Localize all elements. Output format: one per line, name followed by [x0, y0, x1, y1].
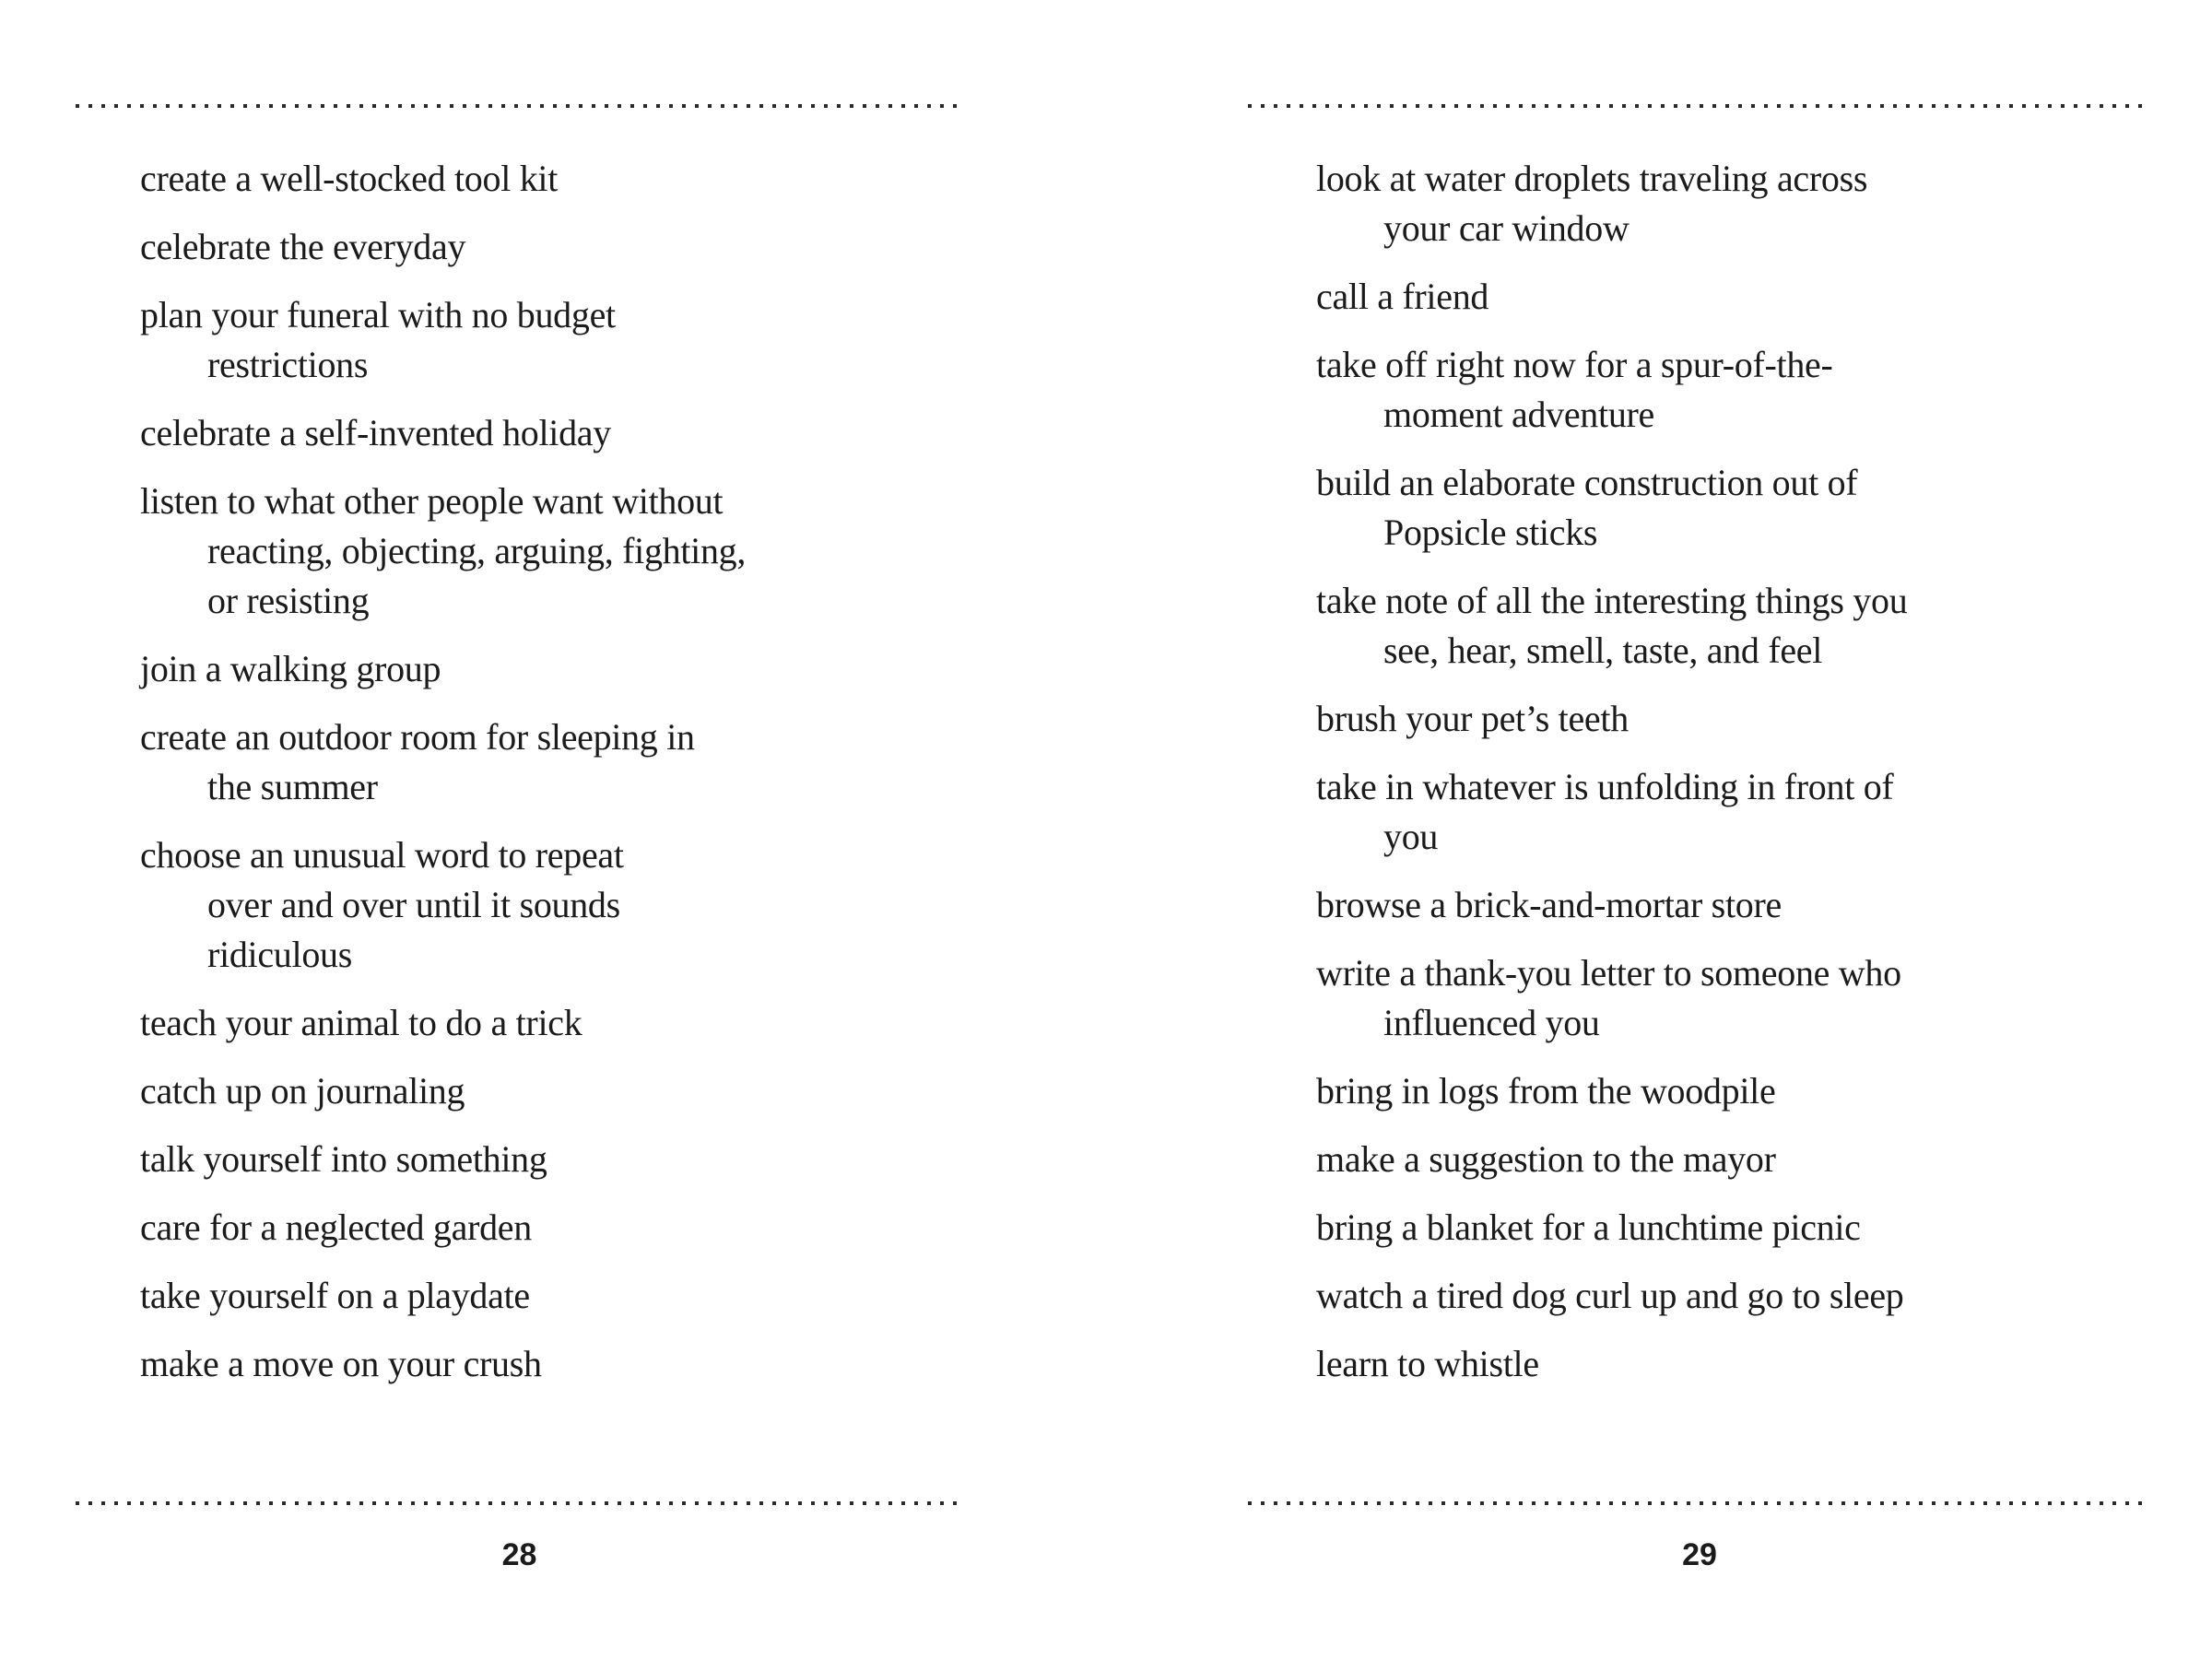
activity-item: [140, 998, 746, 1048]
activity-list-left: [140, 154, 746, 1407]
activity-item: [140, 1203, 746, 1253]
activity-line: plan your funeral with no budget: [140, 294, 616, 335]
activity-item: [1316, 880, 1907, 930]
activity-item: [1316, 272, 1907, 322]
activity-line: ridiculous: [207, 934, 352, 975]
page-left: [76, 0, 963, 1659]
activity-list-right: [1316, 154, 1907, 1407]
activity-line: take yourself on a playdate: [140, 1275, 530, 1316]
activity-line: or resisting: [207, 580, 370, 621]
activity-item: [140, 408, 746, 458]
activity-item: [140, 1339, 746, 1389]
activity-item: [140, 1271, 746, 1321]
activity-line: over and over until it sounds: [207, 884, 620, 925]
activity-line: listen to what other people want without: [140, 480, 724, 522]
activity-line: browse a brick-and-mortar store: [1316, 884, 1782, 925]
activity-line: see, hear, smell, taste, and feel: [1383, 629, 1823, 671]
activity-line: create a well-stocked tool kit: [140, 158, 559, 199]
activity-line: watch a tired dog curl up and go to sleep: [1316, 1275, 1904, 1316]
activity-item: [140, 712, 746, 812]
activity-line: talk yourself into something: [140, 1138, 547, 1180]
activity-item: [1316, 694, 1907, 744]
activity-item: [1316, 1271, 1907, 1321]
activity-line: take in whatever is unfolding in front of: [1316, 766, 1894, 807]
page-number-left: 28: [501, 1537, 537, 1572]
activity-line: celebrate the everyday: [140, 226, 466, 267]
activity-item: [140, 154, 746, 204]
activity-item: [1316, 154, 1907, 253]
activity-line: the summer: [207, 766, 378, 807]
activity-line: brush your pet’s teeth: [1316, 698, 1629, 739]
activity-line: teach your animal to do a trick: [140, 1002, 582, 1043]
activity-item: [140, 1135, 746, 1184]
activity-line: write a thank-you letter to someone who: [1316, 952, 1901, 994]
activity-item: [140, 1066, 746, 1116]
activity-item: [140, 644, 746, 694]
activity-item: [1316, 762, 1907, 862]
activity-item: [1316, 340, 1907, 440]
activity-line: you: [1383, 816, 1439, 857]
activity-line: Popsicle sticks: [1383, 512, 1598, 553]
activity-line: learn to whistle: [1316, 1343, 1539, 1384]
activity-line: join a walking group: [140, 648, 441, 689]
activity-item: [140, 290, 746, 390]
bottom-dotted-rule: [76, 1501, 963, 1505]
activity-line: bring in logs from the woodpile: [1316, 1070, 1776, 1112]
activity-item: [140, 830, 746, 980]
page-right: [1248, 0, 2151, 1659]
activity-line: your car window: [1383, 207, 1630, 249]
top-dotted-rule: [1248, 104, 2151, 108]
activity-item: [140, 222, 746, 272]
activity-line: restrictions: [207, 344, 369, 385]
page-number-right: 29: [1682, 1537, 1717, 1572]
activity-line: look at water droplets traveling across: [1316, 158, 1868, 199]
activity-line: choose an unusual word to repeat: [140, 834, 624, 876]
activity-item: [1316, 1066, 1907, 1116]
bottom-dotted-rule: [1248, 1501, 2151, 1505]
activity-item: [1316, 576, 1907, 676]
activity-line: call a friend: [1316, 276, 1489, 317]
activity-line: reacting, objecting, arguing, fighting,: [207, 530, 747, 571]
activity-line: build an elaborate construction out of: [1316, 462, 1858, 503]
activity-line: create an outdoor room for sleeping in: [140, 716, 695, 758]
activity-item: [1316, 1339, 1907, 1389]
activity-line: celebrate a self-invented holiday: [140, 412, 611, 453]
activity-item: [1316, 458, 1907, 558]
activity-line: take off right now for a spur-of-the-: [1316, 344, 1833, 385]
activity-line: catch up on journaling: [140, 1070, 465, 1112]
activity-item: [1316, 1135, 1907, 1184]
top-dotted-rule: [76, 104, 963, 108]
activity-line: make a move on your crush: [140, 1343, 542, 1384]
activity-line: moment adventure: [1383, 394, 1654, 435]
activity-line: influenced you: [1383, 1002, 1600, 1043]
activity-item: [1316, 948, 1907, 1048]
activity-line: bring a blanket for a lunchtime picnic: [1316, 1206, 1861, 1248]
activity-item: [140, 477, 746, 626]
activity-line: take note of all the interesting things you: [1316, 580, 1908, 621]
activity-line: care for a neglected garden: [140, 1206, 532, 1248]
activity-item: [1316, 1203, 1907, 1253]
activity-line: make a suggestion to the mayor: [1316, 1138, 1776, 1180]
